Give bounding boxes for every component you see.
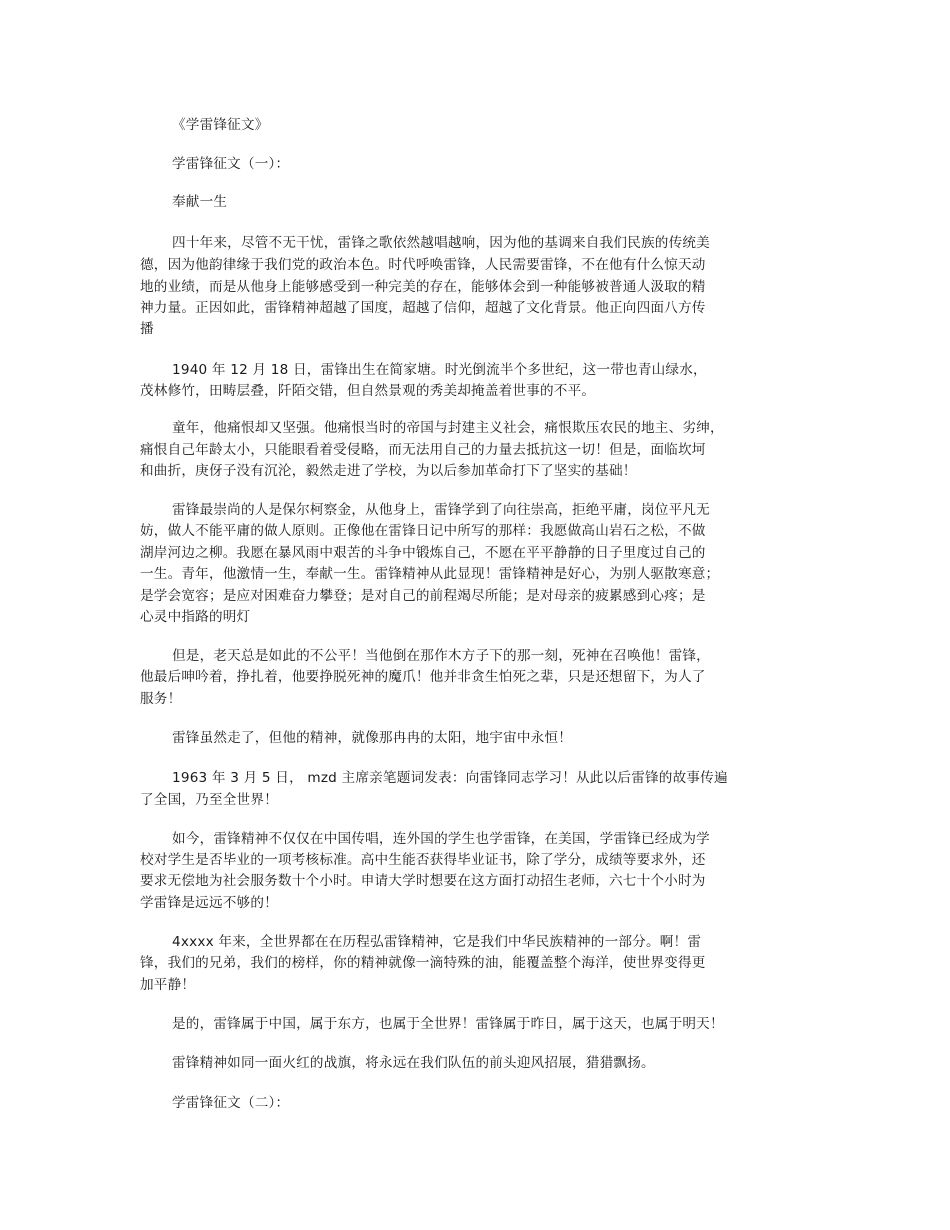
paragraph-line: 雷锋最崇尚的人是保尔柯察金，从他身上，雷锋学到了向往崇高，拒绝平庸，岗位平凡无 <box>172 502 710 518</box>
essay-subtitle: 奉献一生 <box>172 194 228 210</box>
paragraph-line: 痛恨自己年龄太小，只能眼看着受侵略，而无法用自己的力量去抵抗这一切！但是，面临坎坷 <box>140 442 706 458</box>
paragraph-line: 学雷锋是远远不够的！ <box>140 895 278 911</box>
paragraph-line: 童年，他痛恨却又坚强。他痛恨当时的帝国与封建主义社会，痛恨欺压农民的地主、劣绅， <box>172 420 724 436</box>
paragraph-line: 是学会宽容；是应对困难奋力攀登；是对自己的前程竭尽所能；是对母亲的疲累感到心疼；是 <box>140 588 706 604</box>
paragraph-line: 了全国，乃至全世界！ <box>140 792 278 808</box>
paragraph-line: 要求无偿地为社会服务数十个小时。申请大学时想要在这方面打动招生老师，六七十个小时为 <box>140 873 706 889</box>
paragraph-line: 但是，老天总是如此的不公平！当他倒在那作木方子下的那一刻，死神在召唤他！雷锋， <box>172 648 710 664</box>
paragraph-line: 如今，雷锋精神不仅仅在中国传唱，连外国的学生也学雷锋，在美国，学雷锋已经成为学 <box>172 831 710 847</box>
paragraph-line: 校对学生是否毕业的一项考核标准。高中生能否获得毕业证书，除了学分，成绩等要求外，还 <box>140 852 706 868</box>
paragraph-line: 和曲折，庚伢子没有沉沦，毅然走进了学校，为以后参加革命打下了坚实的基础！ <box>140 463 637 479</box>
paragraph-line: 妨，做人不能平庸的做人原则。正像他在雷锋日记中所写的那样：我愿做高山岩石之松，不做 <box>140 523 706 539</box>
paragraph-line: 加平静！ <box>140 977 196 993</box>
paragraph-line: 是的，雷锋属于中国，属于东方，也属于全世界！雷锋属于昨日，属于这天，也属于明天！ <box>172 1016 724 1032</box>
paragraph-line: 神力量。正因如此，雷锋精神超越了国度，超越了信仰，超越了文化背景。他正向四面八方传 <box>140 300 706 316</box>
paragraph-line: 服务！ <box>140 691 182 707</box>
paragraph-line: 1963 年 3 月 5 日， mzd 主席亲笔题词发表：向雷锋同志学习！从此以后雷锋的故事传遍 <box>172 770 728 786</box>
paragraph-line: 播 <box>140 321 154 337</box>
paragraph-line: 1940 年 12 月 18 日，雷锋出生在简家塘。时光倒流半个多世纪，这一带也青山绿水， <box>172 362 707 378</box>
document-title: 《学雷锋征文》 <box>172 117 269 133</box>
paragraph-line: 湖岸河边之柳。我愿在暴风雨中艰苦的斗争中锻炼自己，不愿在平平静静的日子里度过自己的 <box>140 545 706 561</box>
paragraph-line: 锋，我们的兄弟，我们的榜样，你的精神就像一滴特殊的油，能覆盖整个海洋，使世界变得更 <box>140 955 706 971</box>
paragraph-line: 德，因为他韵律缘于我们党的政治本色。时代呼唤雷锋，人民需要雷锋，不在他有什么惊天动 <box>140 257 706 273</box>
section2-heading: 学雷锋征文（二）： <box>172 1095 290 1111</box>
paragraph-line: 4xxxx 年来，全世界都在在历程弘雷锋精神，它是我们中华民族精神的一部分。啊！雷 <box>172 934 702 950</box>
paragraph-line: 四十年来，尽管不无干忧，雷锋之歌依然越唱越响，因为他的基调来自我们民族的传统美 <box>172 235 710 251</box>
paragraph-line: 茂林修竹，田畴层叠，阡陌交错，但自然景观的秀美却掩盖着世事的不平。 <box>140 383 596 399</box>
paragraph-line: 地的业绩，而是从他身上能够感受到一种完美的存在，能够体会到一种能够被普通人汲取的精 <box>140 279 706 295</box>
paragraph-line: 雷锋精神如同一面火红的战旗，将永远在我们队伍的前头迎风招展，猎猎飘扬。 <box>172 1055 655 1071</box>
paragraph-line: 他最后呻吟着，挣扎着，他要挣脱死神的魔爪！他并非贪生怕死之辈，只是还想留下，为人了 <box>140 669 706 685</box>
section1-heading: 学雷锋征文（一）： <box>172 156 290 172</box>
paragraph-line: 雷锋虽然走了，但他的精神，就像那冉冉的太阳，地宇宙中永恒！ <box>172 730 573 746</box>
paragraph-line: 心灵中指路的明灯 <box>140 609 251 625</box>
paragraph-line: 一生。青年，他激情一生，奉献一生。雷锋精神从此显现！雷锋精神是好心，为别人驱散寒意； <box>140 566 720 582</box>
